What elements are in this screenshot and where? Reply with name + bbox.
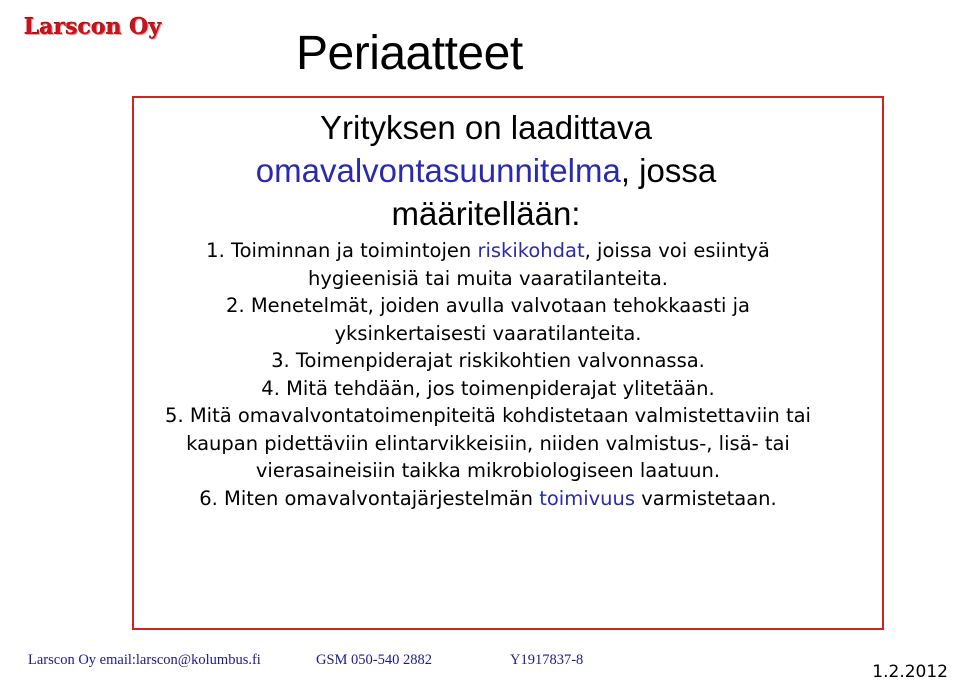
intro-part-2: , jossa [620,152,717,189]
list-item-text: 3. Toimenpiderajat riskikohtien valvonnassa. [271,349,705,372]
list-item-line [98,457,878,485]
intro-part-1: Yrityksen on laadittava [319,109,652,146]
list-item-line [98,265,878,293]
list-item-text: , joissa voi esiintyä [584,239,770,262]
list-item-line [98,375,878,403]
footer-company: Larscon Oy email:larscon@kolumbus.fi [28,652,261,668]
list-item [98,292,878,347]
list-item [98,347,878,375]
list-item-text: 5. Mitä omavalvontatoimenpiteitä kohdistetaan valmistettaviin tai [165,404,811,427]
list-item [98,375,878,403]
highlighted-term: toimivuus [539,486,636,510]
list-item-line [98,237,878,265]
footer [0,652,960,672]
company-logo: Larscon Oy [24,14,162,40]
footer-phone: GSM 050-540 2882 [316,652,433,668]
intro-part-3: määritellään: [391,195,581,232]
list-item-text: vierasaineisiin taikka mikrobiologiseen laatuun. [255,459,721,482]
page-title: Periaatteet [296,27,523,80]
list-item-text: 2. Menetelmät, joiden avulla valvotaan tehokkaasti ja [226,294,750,317]
list-item-line [98,347,878,375]
intro-highlight: omavalvontasuunnitelma [255,152,621,189]
list-item-line [98,320,878,348]
list-item-text: 6. Miten omavalvontajärjestelmän [199,486,540,510]
list-item-text: varmistetaan. [635,486,777,510]
list-item-text: 4. Mitä tehdään, jos toimenpiderajat ylitetään. [261,376,715,400]
list-item-text: yksinkertaisesti vaaratilanteita. [334,321,642,345]
slide-date: 1.2.2012 [872,662,948,682]
intro-text [196,106,776,235]
list-item-text: hygieenisiä tai muita vaaratilanteita. [307,266,669,290]
list-item [98,237,878,292]
list-item-line [98,485,878,513]
list-item [98,485,878,513]
list-item-line [98,402,878,430]
list-item [98,402,878,485]
footer-business-id: Y1917837-8 [510,652,584,668]
list-item-text: kaupan pidettäviin elintarvikkeisiin, niiden valmistus-, lisä- tai [186,431,790,455]
principles-list [98,237,878,512]
list-item-line [98,430,878,458]
list-item-line [98,292,878,320]
list-item-text: 1. Toiminnan ja toimintojen [206,239,478,262]
highlighted-term: riskikohdat [477,239,585,262]
